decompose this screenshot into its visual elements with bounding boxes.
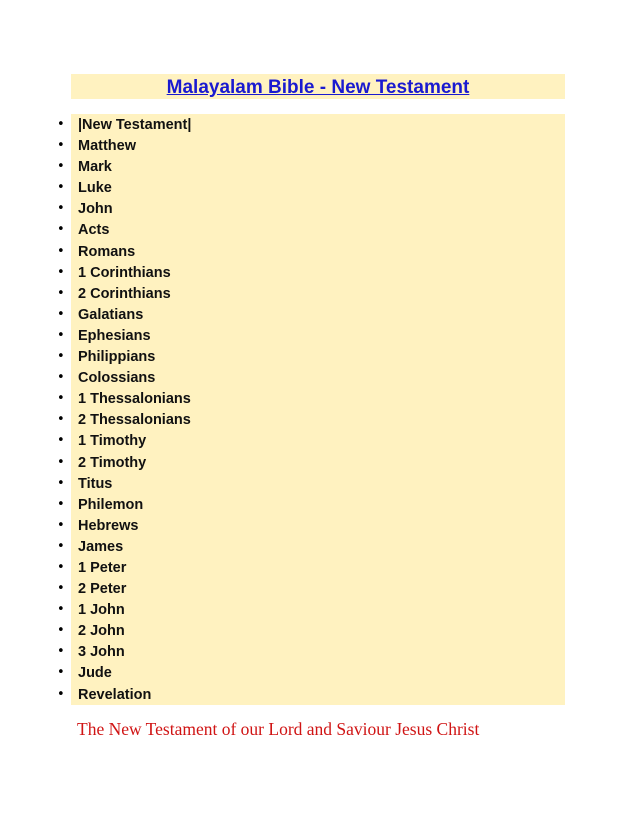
page-title[interactable]: Malayalam Bible - New Testament	[166, 77, 470, 98]
book-link[interactable]: Philippians	[78, 349, 156, 366]
book-link[interactable]: 1 Peter	[78, 559, 127, 576]
list-item[interactable]	[0, 367, 638, 388]
book-list	[0, 114, 638, 705]
row-highlight	[71, 304, 565, 325]
row-highlight	[71, 620, 565, 641]
book-link[interactable]: |New Testament|	[78, 117, 192, 133]
list-item[interactable]	[0, 114, 638, 135]
book-link[interactable]: 2 Timothy	[78, 454, 147, 471]
book-link[interactable]: Hebrews	[78, 517, 139, 534]
list-item[interactable]	[0, 536, 638, 557]
book-link[interactable]: Jude	[78, 665, 112, 682]
list-item[interactable]	[0, 662, 638, 683]
bullet-dot-icon: •	[57, 306, 65, 322]
bullet-dot-icon: •	[57, 391, 65, 407]
book-link[interactable]: Ephesians	[78, 327, 151, 344]
bullet-dot-icon: •	[57, 222, 65, 238]
bullet-dot-icon: •	[57, 349, 65, 365]
bullet-dot-icon: •	[57, 117, 65, 132]
bullet-dot-icon: •	[57, 686, 65, 702]
title-bar	[71, 74, 565, 99]
bullet-dot-icon: •	[57, 644, 65, 660]
row-highlight	[71, 219, 565, 240]
bullet-dot-icon: •	[57, 285, 65, 301]
row-highlight	[71, 494, 565, 515]
book-link[interactable]: Revelation	[78, 686, 152, 703]
bullet-dot-icon: •	[57, 517, 65, 533]
row-highlight	[71, 156, 565, 177]
bullet-dot-icon: •	[57, 538, 65, 554]
book-link[interactable]: Philemon	[78, 496, 144, 513]
list-item[interactable]	[0, 304, 638, 325]
list-item[interactable]	[0, 494, 638, 515]
bullet-dot-icon: •	[57, 180, 65, 196]
bullet-dot-icon: •	[57, 602, 65, 618]
row-highlight	[71, 241, 565, 262]
row-highlight	[71, 135, 565, 156]
bullet-dot-icon: •	[57, 264, 65, 280]
bullet-dot-icon: •	[57, 454, 65, 470]
list-item[interactable]	[0, 684, 638, 705]
book-link[interactable]: 2 Peter	[78, 581, 127, 598]
row-highlight	[71, 177, 565, 198]
book-link[interactable]: 1 John	[78, 602, 125, 619]
list-item[interactable]	[0, 262, 638, 283]
list-item[interactable]	[0, 557, 638, 578]
book-link[interactable]: Colossians	[78, 370, 156, 387]
bullet-dot-icon: •	[57, 559, 65, 575]
list-item[interactable]	[0, 641, 638, 662]
book-link[interactable]: 2 John	[78, 623, 125, 640]
book-link[interactable]: 2 Corinthians	[78, 285, 171, 302]
book-link[interactable]: Matthew	[78, 138, 136, 155]
row-highlight	[71, 557, 565, 578]
bullet-dot-icon: •	[57, 243, 65, 259]
list-item[interactable]	[0, 473, 638, 494]
row-highlight	[71, 473, 565, 494]
row-highlight	[71, 536, 565, 557]
row-highlight	[71, 515, 565, 536]
list-item[interactable]	[0, 409, 638, 430]
row-highlight	[71, 599, 565, 620]
bullet-dot-icon: •	[57, 201, 65, 217]
bullet-dot-icon: •	[57, 370, 65, 386]
list-item[interactable]	[0, 578, 638, 599]
book-link[interactable]: Luke	[78, 180, 112, 197]
list-item[interactable]	[0, 325, 638, 346]
bullet-dot-icon: •	[57, 412, 65, 428]
list-item[interactable]	[0, 515, 638, 536]
bullet-dot-icon: •	[57, 138, 65, 154]
list-item[interactable]	[0, 430, 638, 451]
list-item[interactable]	[0, 283, 638, 304]
list-item[interactable]	[0, 177, 638, 198]
row-highlight	[71, 662, 565, 683]
bullet-dot-icon: •	[57, 159, 65, 175]
book-link[interactable]: 1 Thessalonians	[78, 391, 191, 408]
book-link[interactable]: Galatians	[78, 306, 144, 323]
bullet-dot-icon: •	[57, 623, 65, 639]
footer-text: The New Testament of our Lord and Saviour Jesus Christ	[77, 719, 480, 739]
bullet-dot-icon: •	[57, 433, 65, 449]
bullet-dot-icon: •	[57, 665, 65, 681]
list-item[interactable]	[0, 452, 638, 473]
bullet-dot-icon: •	[57, 581, 65, 597]
list-item[interactable]	[0, 620, 638, 641]
row-highlight	[71, 198, 565, 219]
list-item[interactable]	[0, 135, 638, 156]
list-item[interactable]	[0, 219, 638, 240]
bullet-dot-icon: •	[57, 327, 65, 343]
bullet-dot-icon: •	[57, 475, 65, 491]
book-link[interactable]: 3 John	[78, 644, 125, 661]
book-link[interactable]: James	[78, 538, 124, 555]
list-item[interactable]	[0, 241, 638, 262]
list-item[interactable]	[0, 388, 638, 409]
row-highlight	[71, 578, 565, 599]
book-link[interactable]: 2 Thessalonians	[78, 412, 191, 429]
book-link[interactable]: Mark	[78, 159, 112, 176]
list-item[interactable]	[0, 346, 638, 367]
book-link[interactable]: 1 Corinthians	[78, 264, 171, 281]
book-link[interactable]: Titus	[78, 475, 113, 492]
book-link[interactable]: 1 Timothy	[78, 433, 147, 450]
list-item[interactable]	[0, 198, 638, 219]
book-link[interactable]: John	[78, 201, 113, 218]
bullet-dot-icon: •	[57, 496, 65, 512]
list-item[interactable]	[0, 599, 638, 620]
row-highlight	[71, 641, 565, 662]
book-link[interactable]: Romans	[78, 243, 136, 260]
list-item[interactable]	[0, 156, 638, 177]
book-link[interactable]: Acts	[78, 222, 110, 239]
